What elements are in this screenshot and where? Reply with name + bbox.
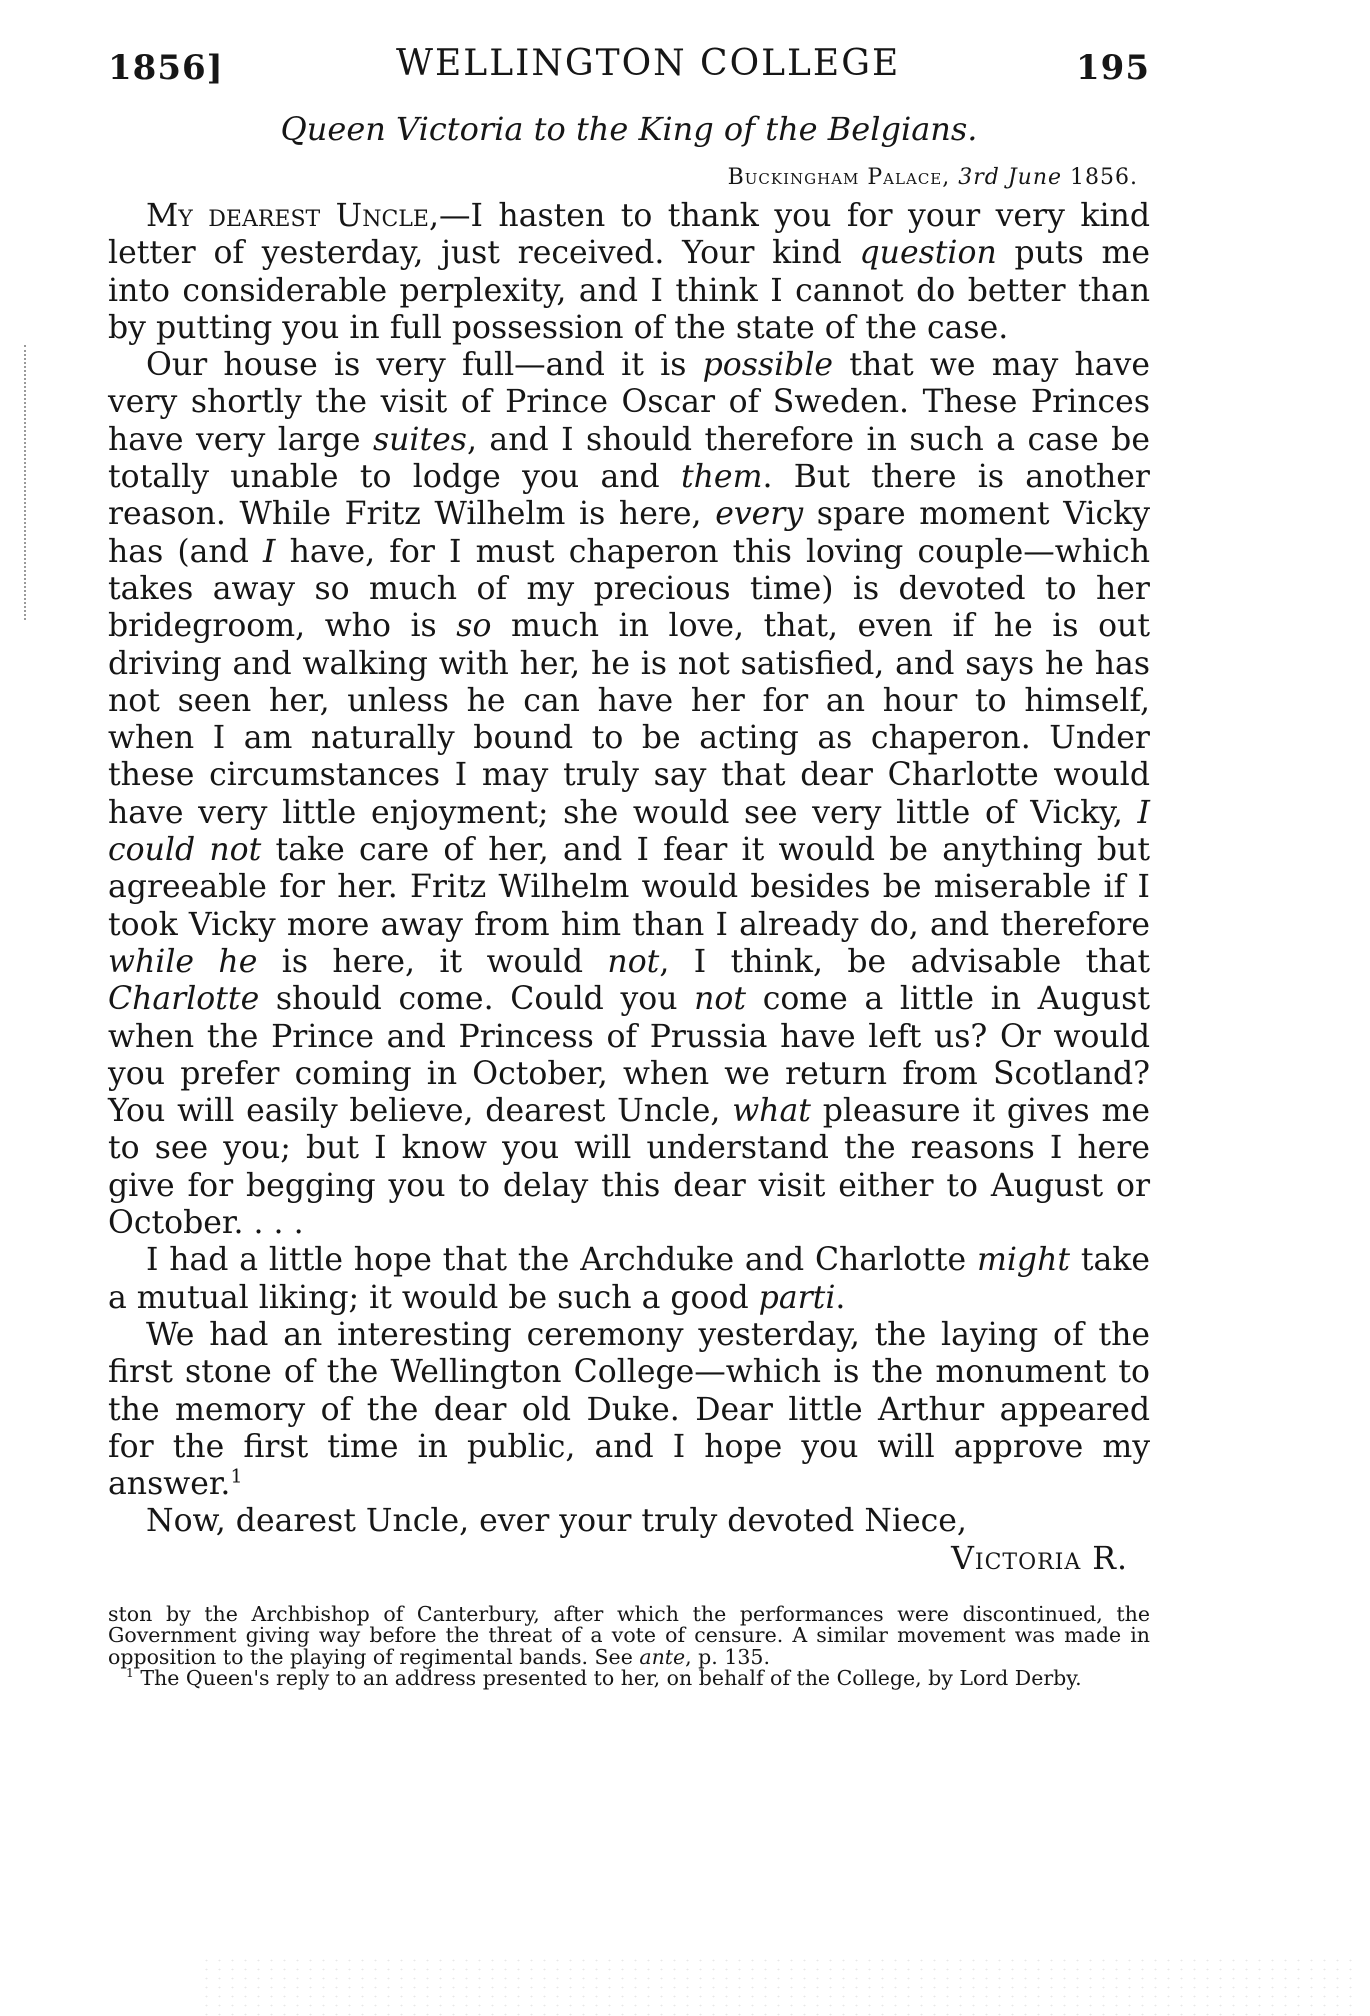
footnote-1: $^1$ The Queen's reply to an address presented to her, on behalf of the College, by Lord Derby. — [126, 1666, 1082, 1691]
footnote-continued: ston by the Archbishop of Canterbury, after which the performances were discontinued, the Government giving way before the threat of a vote of censure. A similar movement was made in opposition to the playing of regimental bands. See ante, p. 135. — [108, 1601, 1150, 1669]
salutation: My dearest Uncle, — [146, 198, 439, 234]
paragraph-2: Our house is very full—and it is possible that we may have very shortly the visit of Prince Oscar of Sweden. These Princes have very large suites, and I should therefore in such a case be totally unable to lodge you and them. But there is another reason. While Fritz Wilhelm is here, every spare moment Vicky has (and I have, for I must chaperon this loving couple—which takes away so much of my precious time) is devoted to her bridegroom, who is so much in love, that, even if he is out driving and walking with her, he is not satisfied, and says he has not seen her, unless he can have her for an hour to himself, when I am naturally bound to be acting as chaperon. Under these circumstances I may truly say that dear Charlotte would have very little enjoyment; she would see very little of Vicky, I could not take care of her, and I fear it would be anything but agreeable for her. Fritz Wilhelm would besides be miserable if I took Vicky more away from him than I already do, and therefore while he is here, it would not, I think, be advisable that Charlotte should come. Could you not come a little in August when the Prince and Princess of Prussia have left us? Or would you prefer coming in October, when we return from Scotland? You will easily believe, dearest Uncle, what pleasure it gives me to see you; but I know you will understand the reasons I here give for begging you to delay this dear visit either to August or October. . . . — [108, 347, 1151, 1242]
margin-binding-mark — [24, 345, 30, 620]
page-number: 195 — [1076, 48, 1150, 88]
book-page — [108, 40, 1150, 1690]
paragraph-4: We had an interesting ceremony yesterday, the laying of the first stone of the Wellington College—which is the monument to the memory of the dear old Duke. Dear little Arthur appeared for the first time in public, and I hope you will approve my answer.$^1$ — [108, 1316, 1150, 1503]
footnotes — [108, 1601, 1150, 1691]
running-head-title: WELLINGTON COLLEGE — [396, 43, 901, 84]
letter-heading: Queen Victoria to the King of the Belgians. — [280, 110, 978, 148]
dateline-year: 1856. — [1070, 165, 1138, 190]
footnote-marker-1: 1 — [126, 1666, 134, 1681]
signature: Victoria R. — [951, 1540, 1128, 1577]
running-head — [108, 40, 1150, 98]
paragraph-3: I had a little hope that the Archduke and Charlotte might take a mutual liking; it would be such a good parti. — [108, 1242, 1150, 1316]
paper-speckle — [200, 1956, 1360, 2016]
dateline-date: 3rd June — [958, 165, 1063, 190]
letter-dateline — [108, 158, 1138, 198]
running-head-year: 1856] — [108, 48, 224, 88]
letter-body — [108, 198, 1150, 1541]
paragraph-1: My dearest Uncle,—I hasten to thank you for your very kind letter of yesterday, just received. Your kind question puts me into considerable perplexity, and I think I cannot do better than by putting you in full possession of the state of the case. — [108, 198, 1151, 346]
footnote-ref-1: 1 — [230, 1465, 243, 1488]
paragraph-5: Now, dearest Uncle, ever your truly devoted Niece, — [146, 1503, 967, 1540]
dateline-place: Buckingham Palace, — [727, 165, 951, 190]
